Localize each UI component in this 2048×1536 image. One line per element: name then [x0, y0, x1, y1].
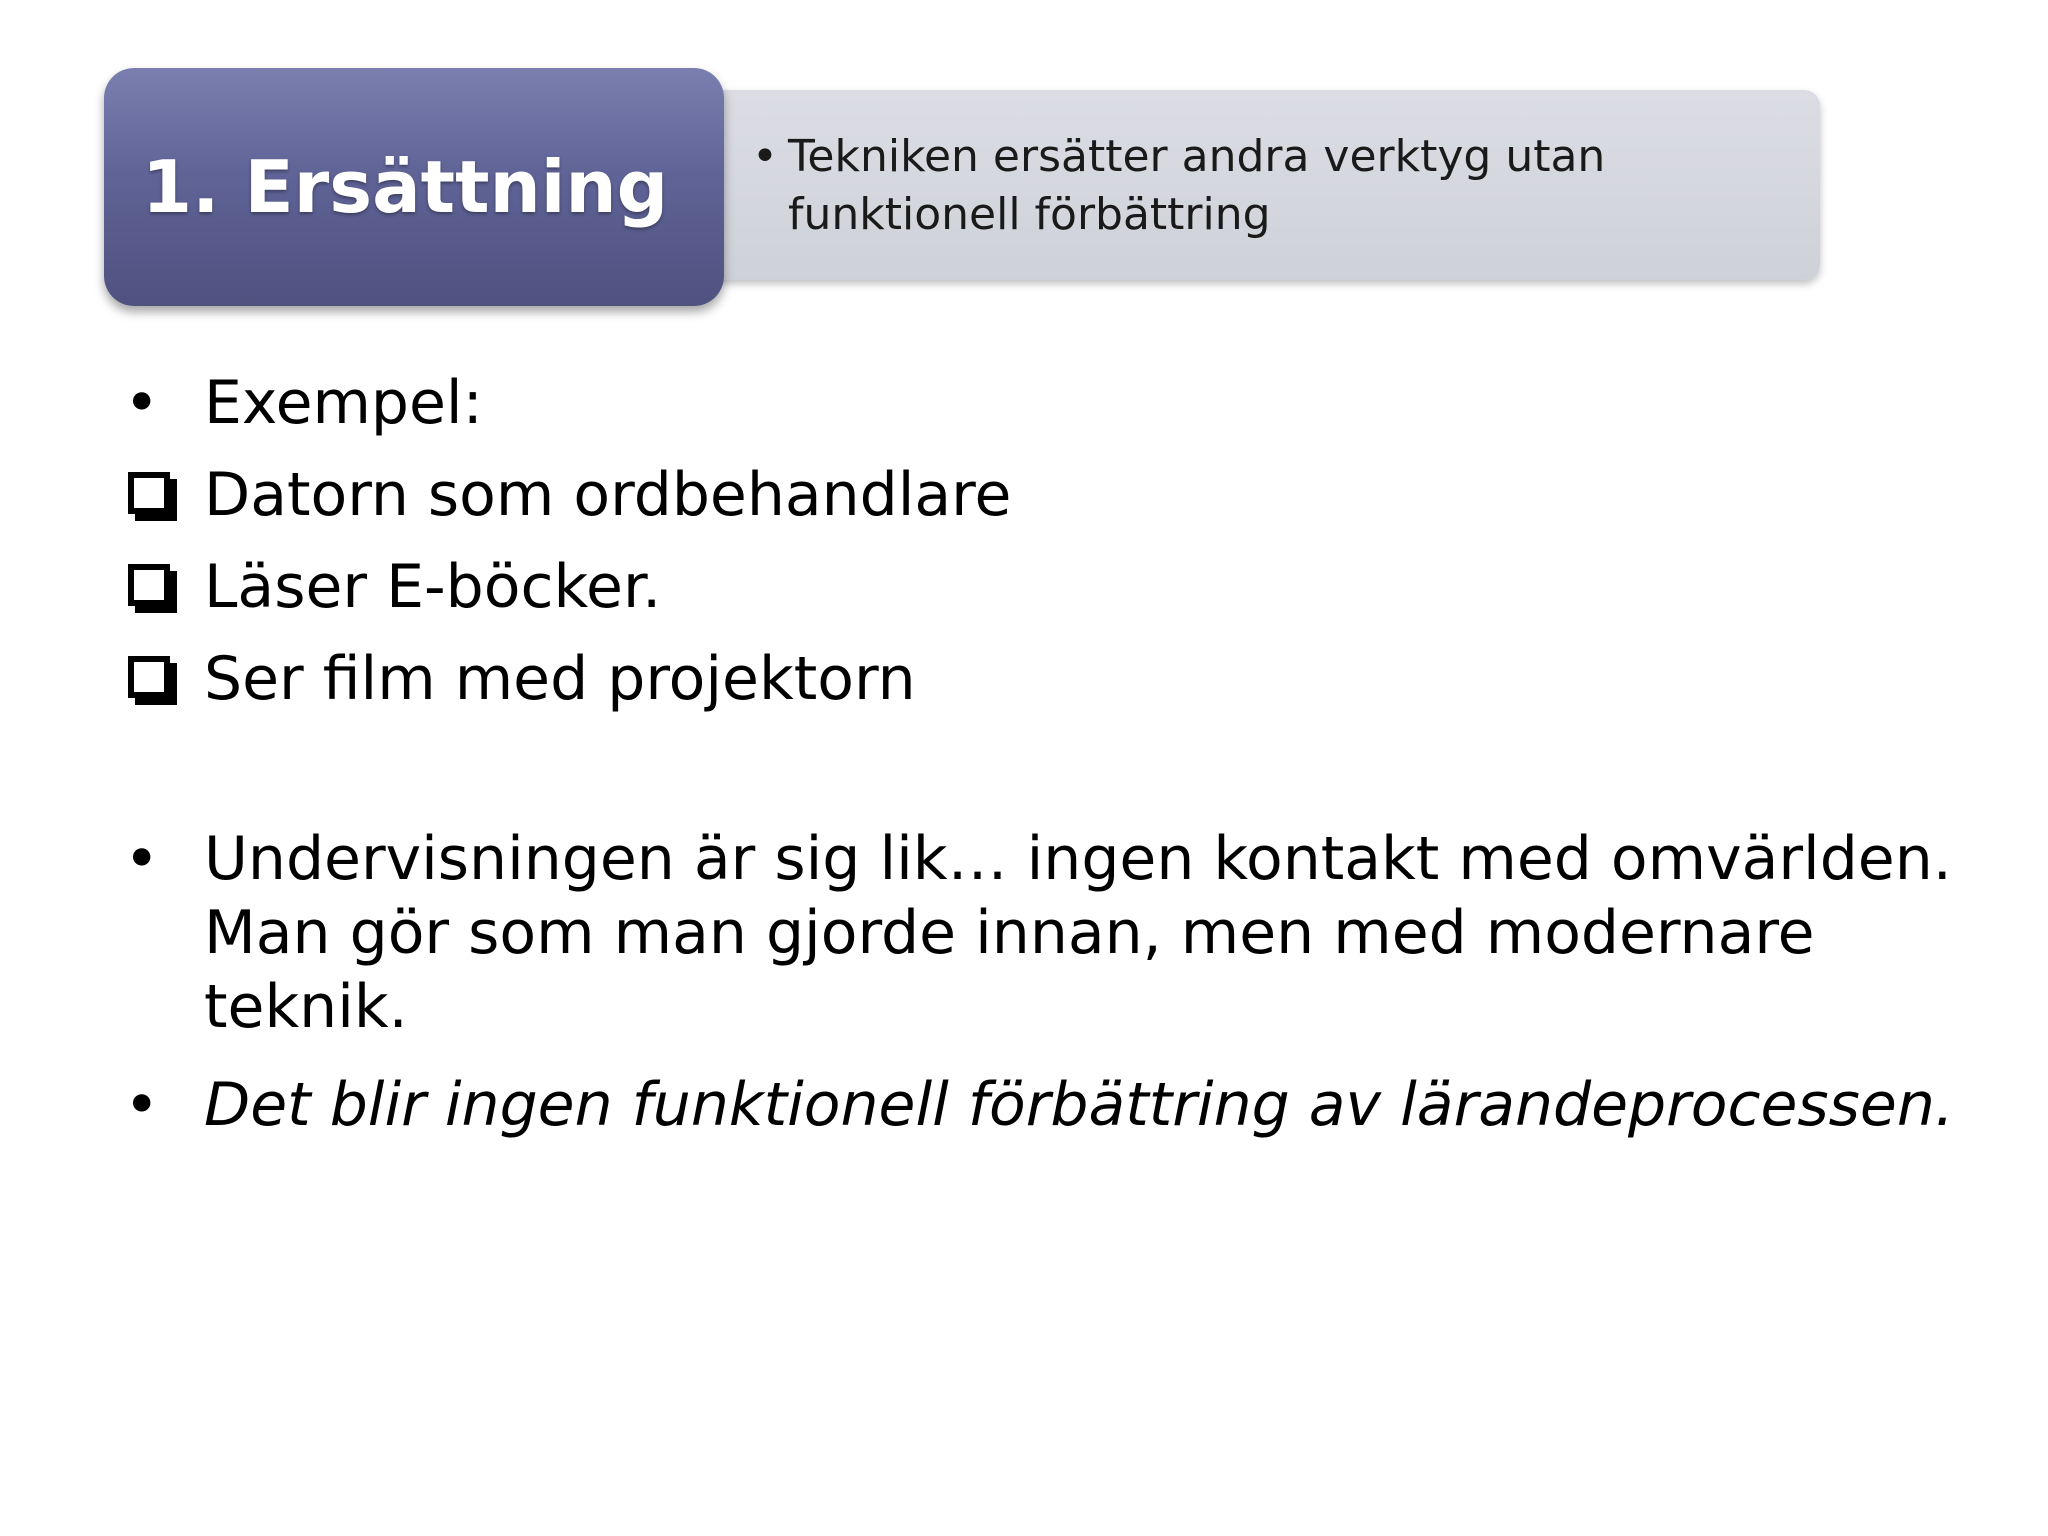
- description-box: [700, 90, 1820, 280]
- checkbox-icon: [128, 656, 170, 698]
- example-item: [124, 642, 1984, 716]
- bullet-icon: •: [752, 131, 778, 182]
- description-item: [752, 128, 1780, 244]
- intro-item: [124, 366, 1984, 440]
- body-list: [124, 366, 1984, 1142]
- example-text: Läser E-böcker.: [204, 552, 662, 622]
- description-text: Tekniken ersätter andra verktyg utan funktionell förbättring: [788, 131, 1606, 240]
- point-text-italic: Det blir ingen funktionell förbättring av lärandeprocessen.: [204, 1070, 1954, 1140]
- checkbox-icon: [128, 564, 170, 606]
- example-text: Datorn som ordbehandlare: [204, 460, 1012, 530]
- title-box: [104, 68, 724, 306]
- point-text: Undervisningen är sig lik… ingen kontakt med omvärlden. Man gör som man gjorde innan, men med modernare teknik.: [204, 824, 1952, 1042]
- bullet-icon: •: [124, 368, 160, 438]
- example-text: Ser film med projektorn: [204, 644, 916, 714]
- intro-text: Exempel:: [204, 368, 483, 438]
- bullet-icon: •: [124, 1070, 160, 1140]
- bullet-icon: •: [124, 824, 160, 894]
- point-item: [124, 1068, 1984, 1142]
- checkbox-icon: [128, 472, 170, 514]
- point-item: [124, 822, 1984, 1044]
- slide-title: 1. Ersättning: [142, 145, 669, 229]
- example-item: [124, 550, 1984, 624]
- example-item: [124, 458, 1984, 532]
